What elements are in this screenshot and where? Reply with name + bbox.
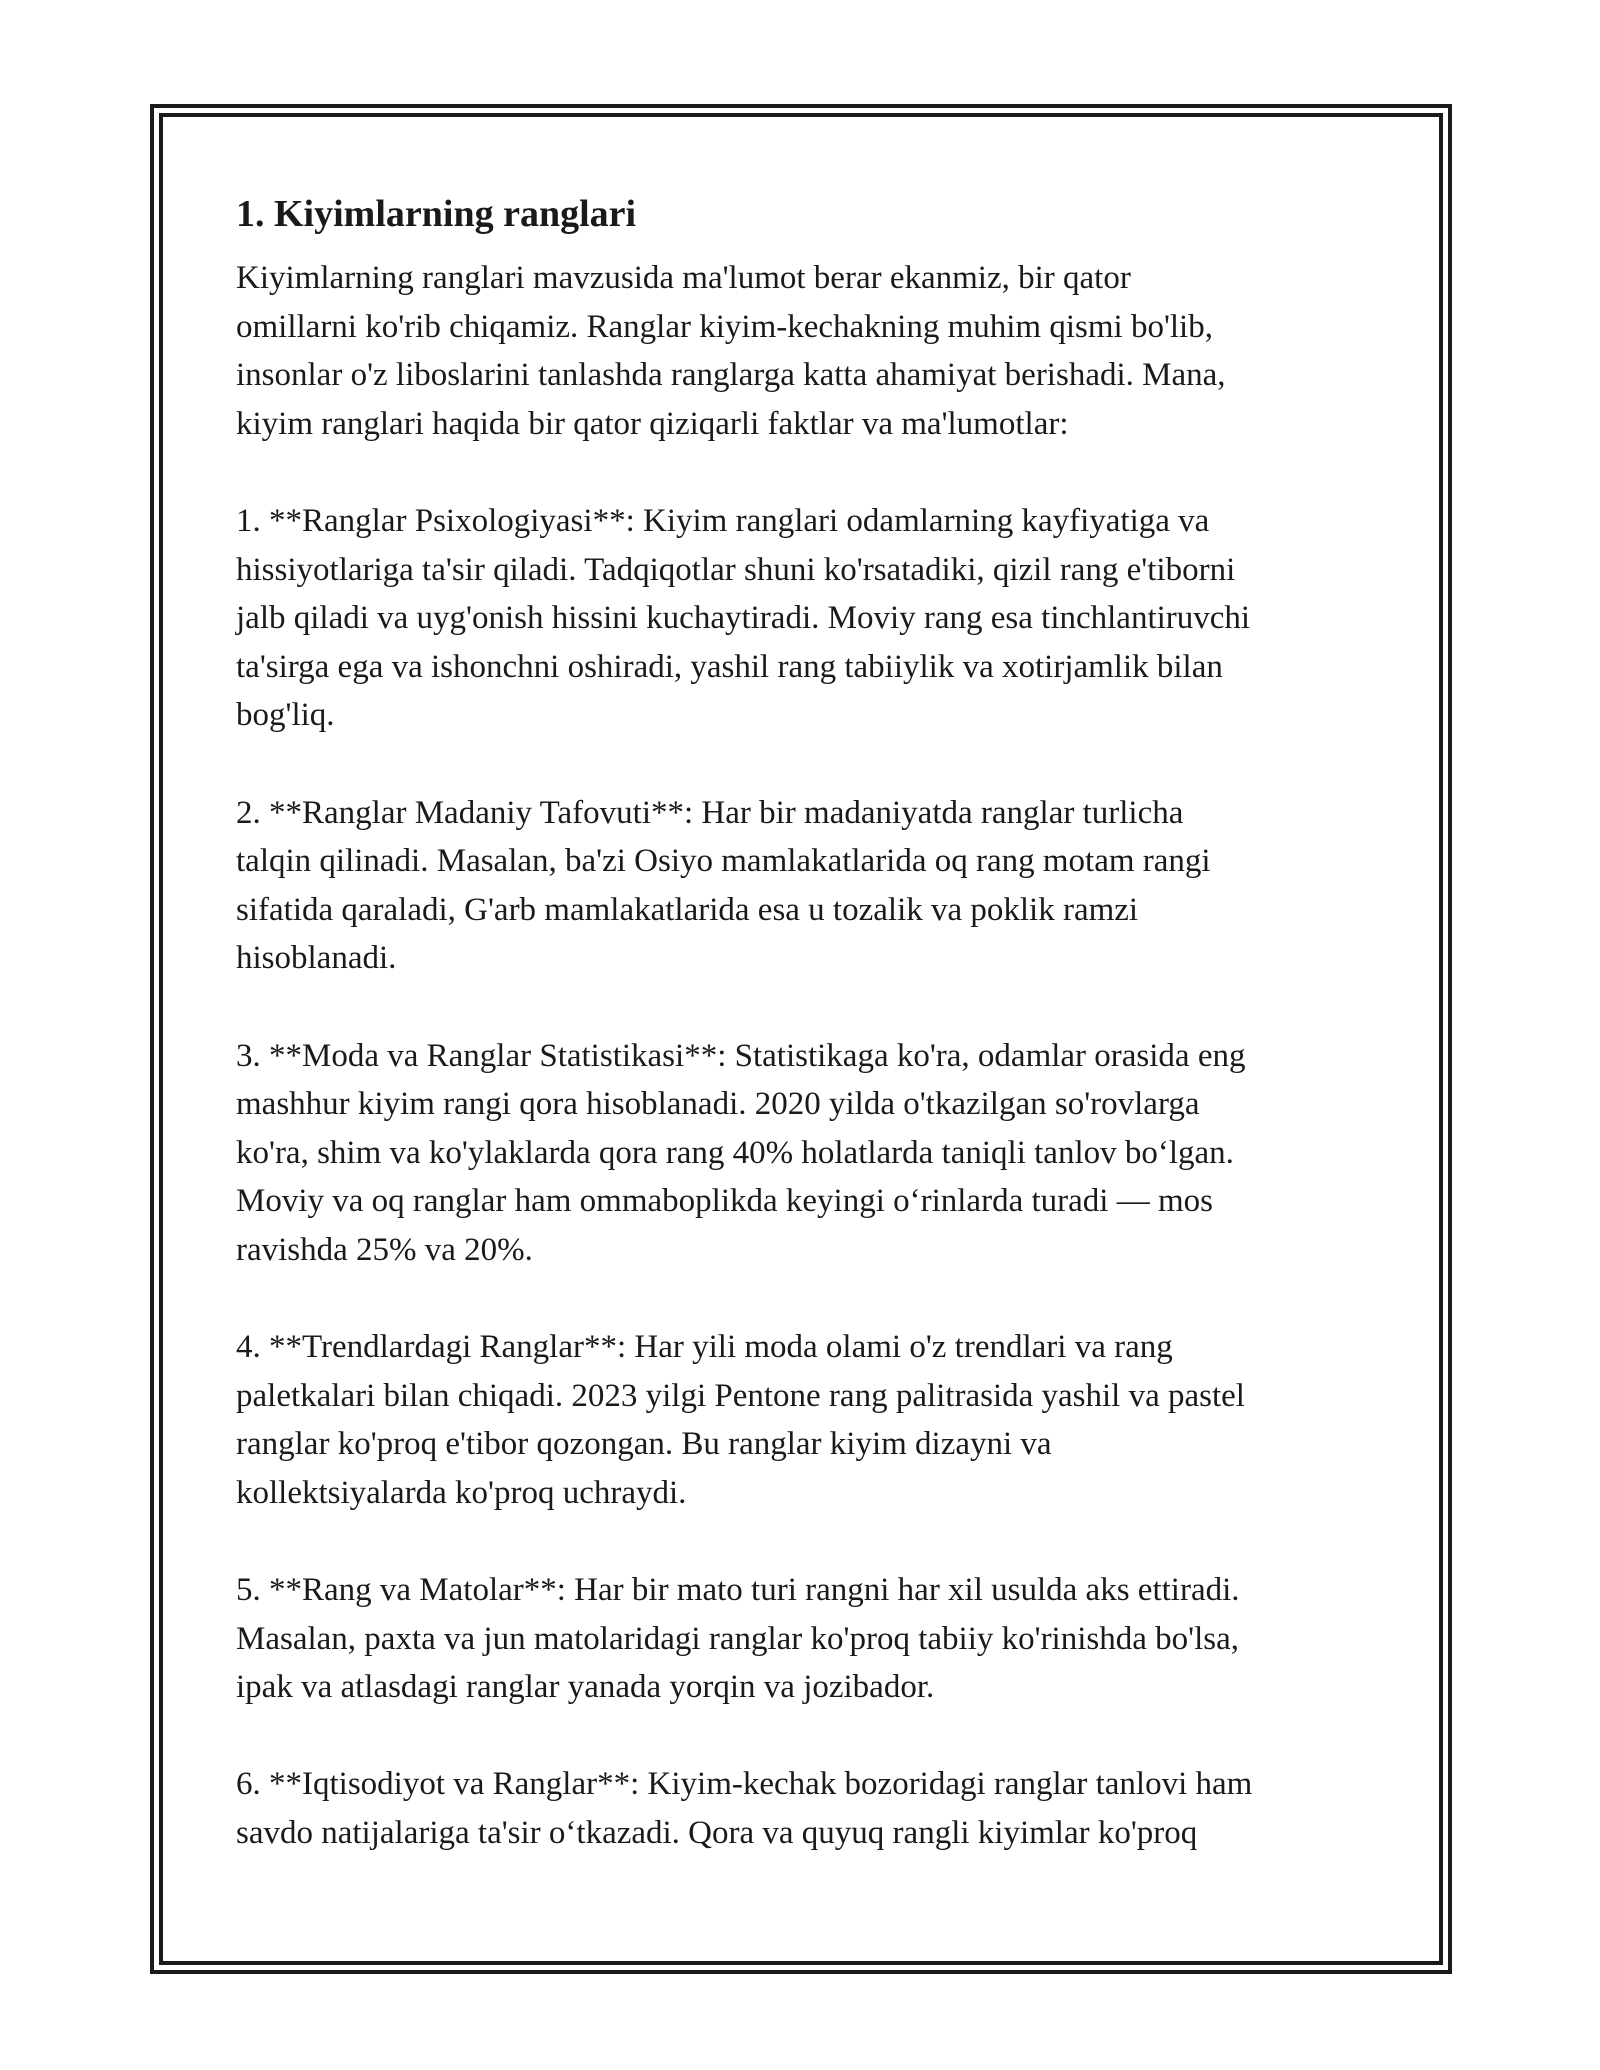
text-line: 6. **Iqtisodiyot va Ranglar**: Kiyim-kechak bozoridagi ranglar tanlovi ham <box>236 1766 1253 1803</box>
text-line: 4. **Trendlardagi Ranglar**: Har yili moda olami o'z trendlari va rang <box>236 1329 1173 1366</box>
text-line: ko'ra, shim va ko'ylaklarda qora rang 40% holatlarda taniqli tanlov bo‘lgan. <box>236 1134 1234 1171</box>
text-line: ta'sirga ega va ishonchni oshiradi, yashil rang tabiiylik va xotirjamlik bilan <box>236 648 1223 685</box>
text-line: kollektsiyalarda ko'proq uchraydi. <box>236 1474 687 1511</box>
text-line: Masalan, paxta va jun matolaridagi ranglar ko'proq tabiiy ko'rinishda bo'lsa, <box>236 1620 1239 1657</box>
text-line: 1. **Ranglar Psixologiyasi**: Kiyim ranglari odamlarning kayfiyatiga va <box>236 502 1210 539</box>
section-heading: 1. Kiyimlarning ranglari <box>236 193 637 235</box>
fact-paragraph-trends <box>236 1323 1376 1517</box>
text-line: ranglar ko'proq e'tibor qozongan. Bu ranglar kiyim dizayni va <box>236 1426 1052 1463</box>
fact-paragraph-culture <box>236 789 1376 983</box>
fact-paragraph-economy <box>236 1760 1376 1857</box>
intro-paragraph <box>236 254 1376 448</box>
text-line: 3. **Moda va Ranglar Statistikasi**: Statistikaga ko'ra, odamlar orasida eng <box>236 1037 1246 1074</box>
text-line: bog'liq. <box>236 697 335 734</box>
text-line: ravishda 25% va 20%. <box>236 1231 533 1268</box>
fact-paragraph-psychology <box>236 497 1376 740</box>
text-line: jalb qiladi va uyg'onish hissini kuchaytiradi. Moviy rang esa tinchlantiruvchi <box>236 600 1251 637</box>
text-line: hissiyotlariga ta'sir qiladi. Tadqiqotlar shuni ko'rsatadiki, qizil rang e'tiborni <box>236 551 1236 588</box>
text-line: kiyim ranglari haqida bir qator qiziqarli faktlar va ma'lumotlar: <box>236 405 1069 442</box>
text-line: mashhur kiyim rangi qora hisoblanadi. 2020 yilda o'tkazilgan so'rovlarga <box>236 1086 1200 1123</box>
fact-paragraph-statistics <box>236 1032 1376 1275</box>
text-line: hisoblanadi. <box>236 940 397 977</box>
document-body <box>236 186 1376 1906</box>
text-line: 2. **Ranglar Madaniy Tafovuti**: Har bir madaniyatda ranglar turlicha <box>236 794 1184 831</box>
text-line: 5. **Rang va Matolar**: Har bir mato turi rangni har xil usulda aks ettiradi. <box>236 1572 1240 1609</box>
text-line: Moviy va oq ranglar ham ommaboplikda keyingi o‘rinlarda turadi — mos <box>236 1183 1213 1220</box>
text-line: paletkalari bilan chiqadi. 2023 yilgi Pentone rang palitrasida yashil va pastel <box>236 1377 1245 1414</box>
text-line: talqin qilinadi. Masalan, ba'zi Osiyo mamlakatlarida oq rang motam rangi <box>236 843 1211 880</box>
text-line: savdo natijalariga ta'sir o‘tkazadi. Qora va quyuq rangli kiyimlar ko'proq <box>236 1815 1198 1851</box>
text-line: insonlar o'z liboslarini tanlashda ranglarga katta ahamiyat berishadi. Mana, <box>236 357 1226 394</box>
text-line: sifatida qaraladi, G'arb mamlakatlarida esa u tozalik va poklik ramzi <box>236 891 1139 928</box>
text-line: Kiyimlarning ranglari mavzusida ma'lumot berar ekanmiz, bir qator <box>236 260 1131 296</box>
text-line: omillarni ko'rib chiqamiz. Ranglar kiyim-kechakning muhim qismi bo'lib, <box>236 308 1213 345</box>
fact-paragraph-fabrics <box>236 1566 1376 1712</box>
text-line: ipak va atlasdagi ranglar yanada yorqin va jozibador. <box>236 1669 935 1706</box>
